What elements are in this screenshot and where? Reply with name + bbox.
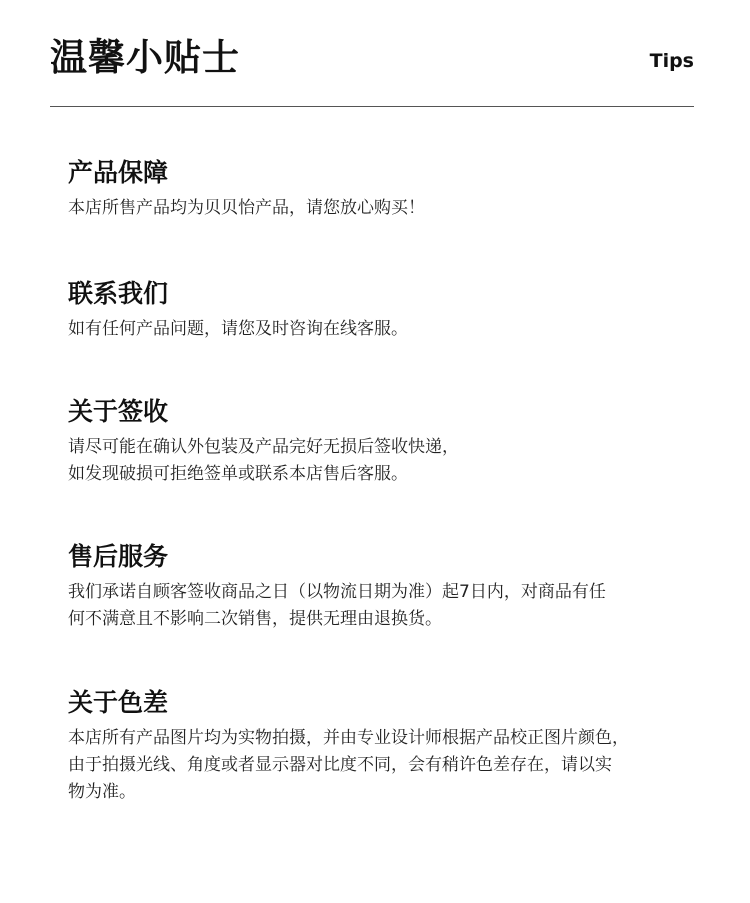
section-text-line: 如发现破损可拒绝签单或联系本店售后客服。 [68,464,408,484]
section-body [68,725,698,806]
section-text-line: 请尽可能在确认外包装及产品完好无损后签收快递， [68,437,459,457]
tips-label: Tips [649,50,694,72]
section-text-line: 本店所售产品均为贝贝怡产品，请您放心购买！ [68,198,425,218]
section-body [68,195,698,222]
section-text-line: 由于拍摄光线、角度或者显示器对比度不同，会有稍许色差存在，请以实 [68,755,612,775]
section-body [68,579,698,633]
section-title: 产品保障 [68,158,169,187]
section-text-line: 我们承诺自顾客签收商品之日（以物流日期为准）起7日内，对商品有任 [68,582,606,602]
section-title: 联系我们 [68,279,169,308]
section-delivery-signing [68,396,698,488]
section-after-sales [68,541,698,633]
section-text-line: 如有任何产品问题，请您及时咨询在线客服。 [68,319,408,339]
section-product-guarantee [68,157,698,222]
page-title: 温馨小贴士 [50,36,240,79]
section-text-line: 本店所有产品图片均为实物拍摄，并由专业设计师根据产品校正图片颜色， [68,728,629,748]
section-title: 关于签收 [68,397,169,426]
section-title: 售后服务 [68,542,169,571]
section-body [68,434,698,488]
header [50,32,694,107]
section-title: 关于色差 [68,688,169,717]
section-text-line: 物为准。 [68,782,136,802]
section-contact-us [68,278,698,343]
section-body [68,316,698,343]
section-color-difference [68,687,698,806]
section-text-line: 何不满意且不影响二次销售，提供无理由退换货。 [68,609,442,629]
